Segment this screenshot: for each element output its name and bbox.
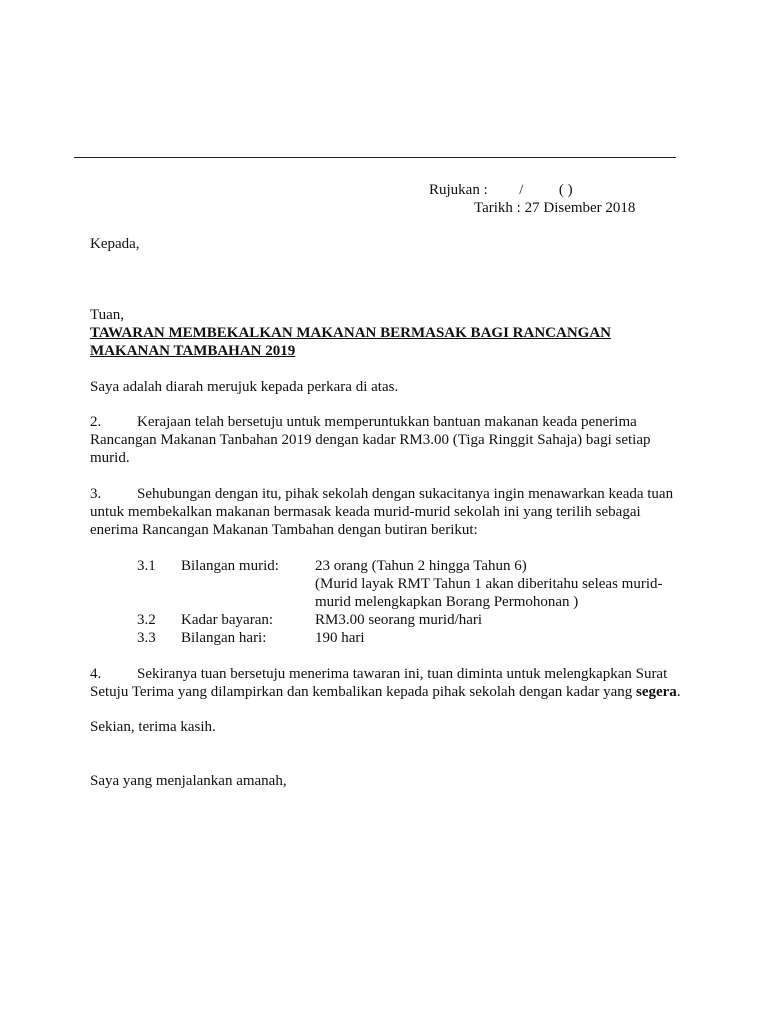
detail-value: RM3.00 seorang murid/hari bbox=[315, 612, 483, 628]
para4-number: 4. bbox=[90, 666, 102, 682]
salutation: Tuan, bbox=[90, 307, 125, 323]
subject-line-2: MAKANAN TAMBAHAN 2019 bbox=[90, 343, 296, 359]
para3-number: 3. bbox=[90, 486, 102, 502]
detail-label: Bilangan murid: bbox=[181, 558, 279, 574]
signoff-line: Saya yang menjalankan amanah, bbox=[90, 773, 287, 789]
subject-line-1: TAWARAN MEMBEKALKAN MAKANAN BERMASAK BAGI RANCANGAN bbox=[90, 325, 611, 341]
reference-line bbox=[429, 181, 573, 199]
para4-line-2 bbox=[90, 683, 681, 701]
para3-line-1: Sehubungan dengan itu, pihak sekolah dengan sukacitanya ingin menawarkan keada tuan bbox=[137, 486, 674, 502]
para2-line-2: Rancangan Makanan Tanbahan 2019 dengan kadar RM3.00 (Tiga Ringgit Sahaja) bagi setiap bbox=[90, 432, 651, 448]
detail-value: 23 orang (Tahun 2 hingga Tahun 6) bbox=[315, 558, 527, 574]
para2-line-3: murid. bbox=[90, 450, 130, 466]
detail-number: 3.2 bbox=[137, 612, 156, 628]
closing-line: Sekian, terima kasih. bbox=[90, 719, 216, 735]
para4-emphasis: segera bbox=[636, 684, 677, 700]
detail-extra-2: murid melengkapkan Borang Permohonan ) bbox=[315, 594, 579, 610]
para4-line-2-end: . bbox=[676, 684, 681, 700]
para4-line-2-text: Setuju Terima yang dilampirkan dan kembalikan kepada pihak sekolah dengan kadar yang bbox=[90, 684, 636, 700]
detail-extra-1: (Murid layak RMT Tahun 1 akan diberitahu seleas murid- bbox=[315, 576, 663, 592]
detail-label: Kadar bayaran: bbox=[181, 612, 274, 628]
rujukan-slash: / bbox=[519, 182, 524, 198]
detail-number: 3.3 bbox=[137, 630, 156, 646]
tarikh-label: Tarikh : bbox=[474, 200, 521, 216]
para3-line-3: enerima Rancangan Makanan Tambahan dengan butiran berikut: bbox=[90, 522, 478, 538]
recipient-kepada: Kepada, bbox=[90, 236, 140, 252]
para3-line-2: untuk membekalkan makanan bermasak keada murid-murid sekolah ini yang terilih sebagai bbox=[90, 504, 641, 520]
tarikh-value: 27 Disember 2018 bbox=[524, 200, 636, 216]
rujukan-paren: ( ) bbox=[558, 182, 573, 198]
intro-paragraph: Saya adalah diarah merujuk kepada perkara di atas. bbox=[90, 379, 399, 395]
para4-line-1: Sekiranya tuan bersetuju menerima tawaran ini, tuan diminta untuk melengkapkan Surat bbox=[137, 666, 668, 682]
detail-value: 190 hari bbox=[315, 630, 365, 646]
detail-number: 3.1 bbox=[137, 558, 156, 574]
para2-number: 2. bbox=[90, 414, 102, 430]
date-line bbox=[474, 199, 635, 217]
rujukan-label: Rujukan : bbox=[429, 182, 488, 198]
header-divider-line bbox=[74, 157, 676, 158]
detail-label: Bilangan hari: bbox=[181, 630, 267, 646]
para2-line-1: Kerajaan telah bersetuju untuk memperuntukkan bantuan makanan keada penerima bbox=[137, 414, 637, 430]
